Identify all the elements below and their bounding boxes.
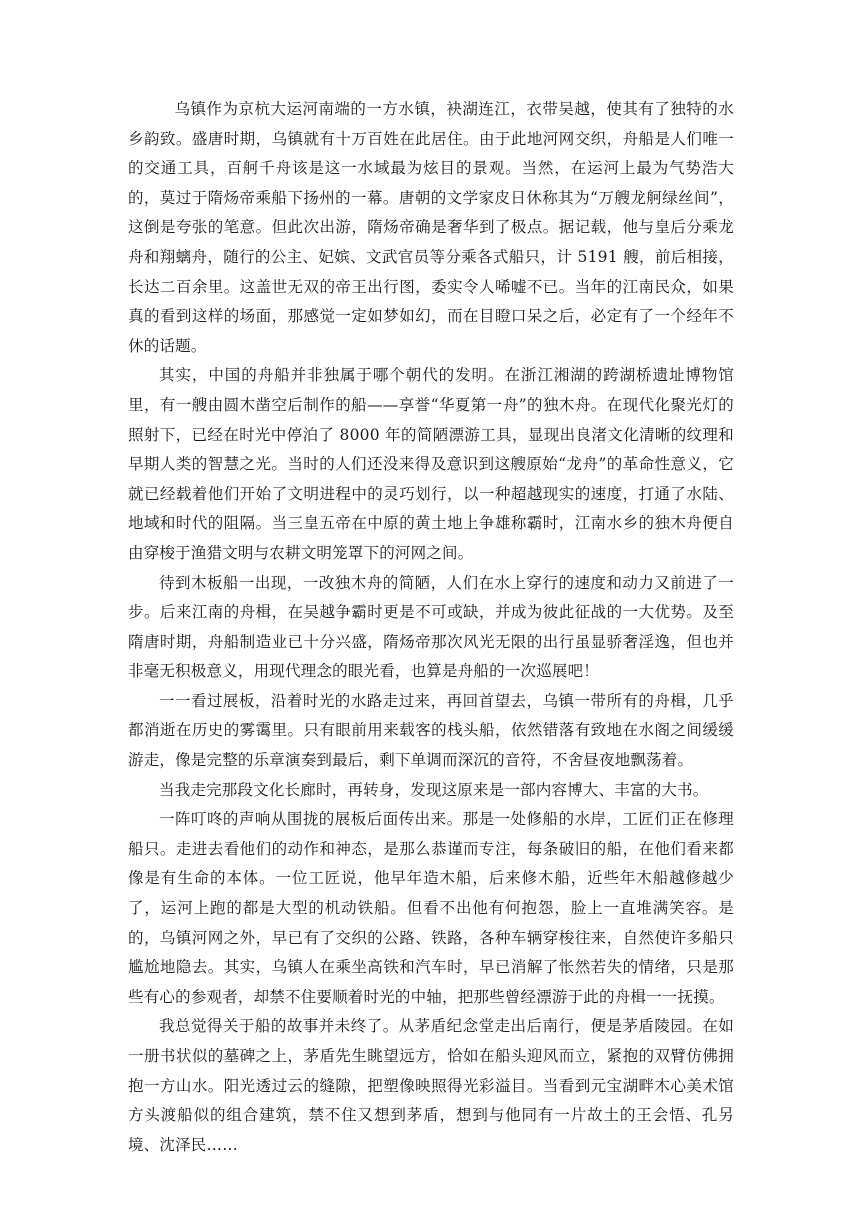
paragraph-6: 一阵叮咚的声响从围拢的展板后面传出来。那是一处修船的水岸，工匠们正在修理船只。走进去看他们的动作和神态，是那么恭谨而专注，每条破旧的船，在他们看来都像是有生命的本体。一位工匠说，他早年造木船，后来修木船，近些年木船越修越少了，运河上跑的都是大型的机动铁船。但看不出他有何抱怨，脸上一直堆满笑容。是的，乌镇河网之外，早已有了交织的公路、铁路，各种车辆穿梭往来，自然使许多船只尴尬地隐去。其实，乌镇人在乘坐高铁和汽车时，早已消解了怅然若失的情绪，只是那些有心的参观者，却禁不住要顺着时光的中轴，把那些曾经漂游于此的舟楫一一抚摸。 — [128, 810, 734, 1006]
paragraph-4: 一一看过展板，沿着时光的水路走过来，再回首望去，乌镇一带所有的舟楫，几乎都消逝在历史的雾霭里。只有眼前用来载客的栈头船，依然错落有致地在水阁之间缓缓游走，像是完整的乐章演奏到最后，剩下单调而深沉的音符，不舍昼夜地飘荡着。 — [128, 691, 734, 770]
document-body — [128, 95, 734, 1160]
paragraph-7: 我总觉得关于船的故事并未终了。从茅盾纪念堂走出后南行，便是茅盾陵园。在如一册书状似的墓碑之上，茅盾先生眺望远方，恰如在船头迎风而立，紧抱的双臂仿佛拥抱一方山水。阳光透过云的缝隙，把塑像映照得光彩溢目。当看到元宝湖畔木心美术馆方头渡船似的组合建筑，禁不住又想到茅盾，想到与他同有一片故土的王会悟、孔另境、沈泽民…… — [128, 1017, 734, 1154]
paragraph-1: 乌镇作为京杭大运河南端的一方水镇，袂湖连江，衣带吴越，使其有了独特的水乡韵致。盛唐时期，乌镇就有十万百姓在此居住。由于此地河网交织，舟船是人们唯一的交通工具，百舸千舟该是这一水域最为炫目的景观。当然，在运河上最为气势浩大的，莫过于隋炀帝乘船下扬州的一幕。唐朝的文学家皮日休称其为“万艘龙舸绿丝间”，这倒是夸张的笔意。但此次出游，隋炀帝确是奢华到了极点。据记载，他与皇后分乘龙舟和翔螭舟，随行的公主、妃嫔、文武官员等分乘各式船只，计 5191 艘，前后相接，长达二百余里。这盖世无双的帝王出行图，委实令人唏嘘不已。当年的江南民众，如果真的看到这样的场面，那感觉一定如梦如幻，而在目瞪口呆之后，必定有了一个经年不休的话题。 — [128, 100, 734, 355]
paragraph-2: 其实，中国的舟船并非独属于哪个朝代的发明。在浙江湘湖的跨湖桥遗址博物馆里，有一艘由圆木凿空后制作的船——享誉“华夏第一舟”的独木舟。在现代化聚光灯的照射下，已经在时光中停泊了 8000 年的简陋漂游工具，显现出良渚文化清晰的纹理和早期人类的智慧之光。当时的人们还没来得及意识到这艘原始“龙舟”的革命性意义，它就已经载着他们开始了文明进程中的灵巧划行，以一种超越现实的速度，打通了水陆、地域和时代的阻隔。当三皇五帝在中原的黄土地上争雄称霸时，江南水乡的独木舟便自由穿梭于渔猎文明与农耕文明笼罩下的河网之间。 — [128, 366, 734, 562]
paragraph-5: 当我走完那段文化长廊时，再转身，发现这原来是一部内容博大、丰富的大书。 — [159, 780, 709, 799]
paragraph-3: 待到木板船一出现，一改独木舟的简陋，人们在水上穿行的速度和动力又前进了一步。后来江南的舟楫，在吴越争霸时更是不可或缺，并成为彼此征战的一大优势。及至隋唐时期，舟船制造业已十分兴盛，隋炀帝那次风光无限的出行虽显骄奢淫逸，但也并非毫无积极意义，用现代理念的眼光看，也算是舟船的一次巡展吧！ — [128, 573, 734, 681]
